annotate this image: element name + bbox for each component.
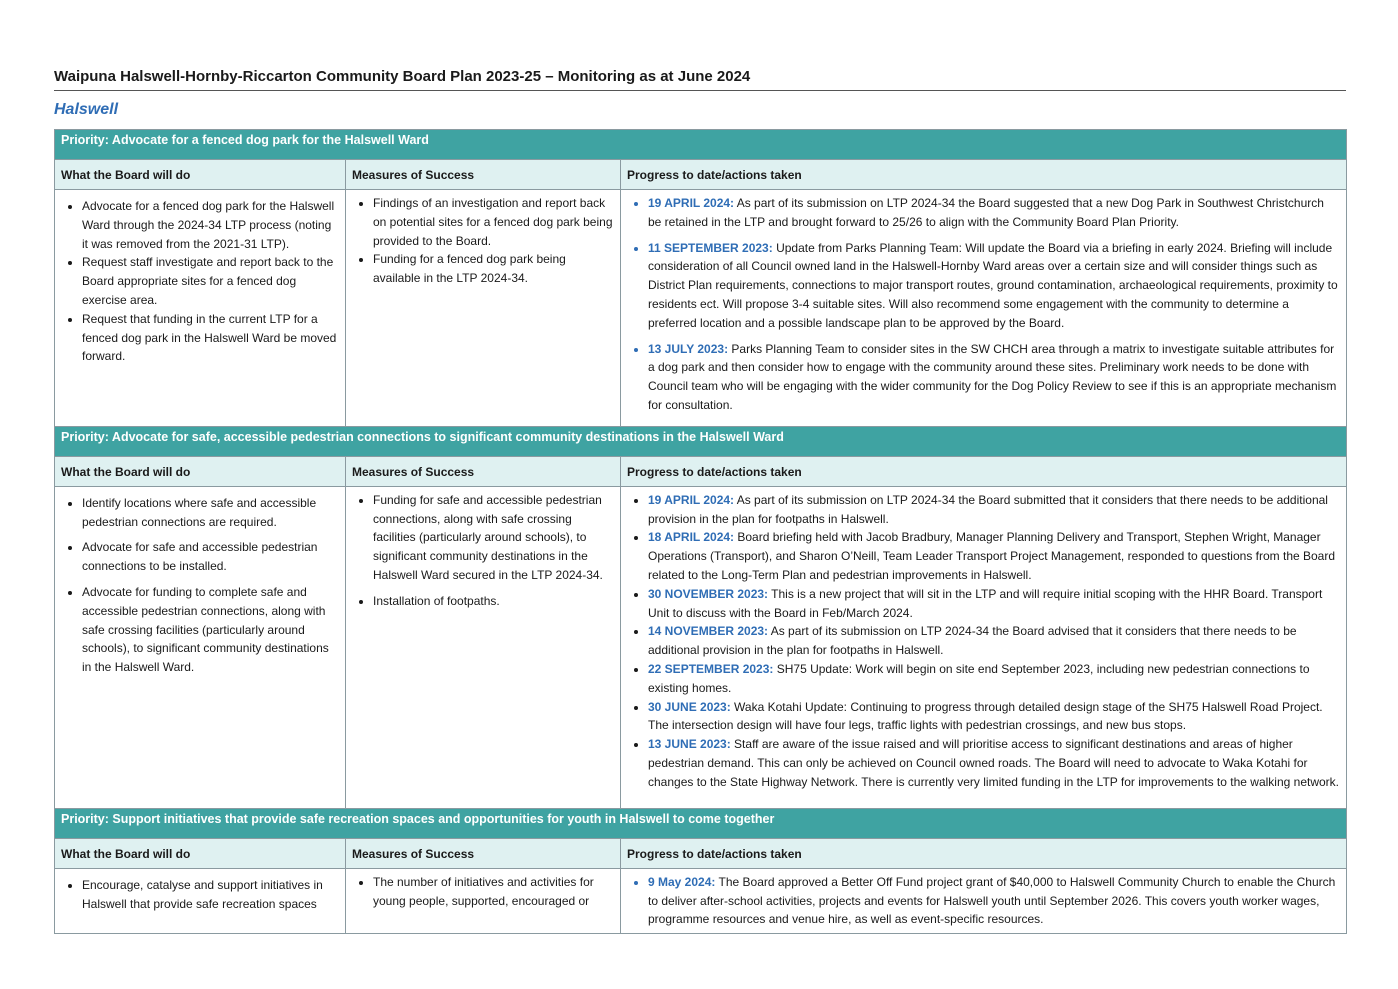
progress-text: Staff are aware of the issue raised and will prioritise access to significant destinations and areas of higher pedestrian demand. This can only be achieved on Council owned roads. The Board will need to advocate to Waka Kotahi for changes to the State Highway Network. There is currently very limited funding in the LTP for improvements to the walking network. <box>648 737 1339 789</box>
column-header-measures: Measures of Success <box>346 456 621 486</box>
priority-body-row <box>55 868 1347 933</box>
progress-item <box>648 622 1340 660</box>
progress-text: The Board approved a Better Off Fund project grant of $40,000 to Halswell Community Church to enable the Church to deliver after-school activities, projects and events for Halswell youth until September 2026. This covers youth worker wages, programme resources and venue hire, as well as event-specific resources. <box>648 874 1336 927</box>
measure-item: • Funding for safe and accessible pedestrian connections, along with safe crossing facilities (particularly around schools), to significant community destinations in the Halswell Ward secured in the LTP 2024-34. <box>373 491 614 585</box>
board-action-item: • Request that funding in the current LTP for a fenced dog park in the Halswell Ward be moved forward. <box>82 310 339 366</box>
priority-row <box>55 426 1347 456</box>
measure-item: • Findings of an investigation and report back on potential sites for a fenced dog park being provided to the Board. <box>373 194 614 250</box>
measures-cell <box>346 486 621 808</box>
progress-list <box>627 873 1340 929</box>
progress-date: 9 May 2024: <box>648 874 716 889</box>
priority-body-row <box>55 190 1347 427</box>
progress-date: 22 SEPTEMBER 2023: <box>648 661 774 676</box>
progress-item <box>648 340 1340 415</box>
measure-item: • The number of initiatives and activities for young people, supported, encouraged or <box>373 873 614 911</box>
progress-list <box>627 194 1340 415</box>
column-header-board: What the Board will do <box>55 160 346 190</box>
board-action-item: • Advocate for safe and accessible pedestrian connections to be installed. <box>82 538 339 576</box>
column-header-row <box>55 456 1347 486</box>
progress-text: Update from Parks Planning Team: Will update the Board via a briefing in early 2024. Briefing will include consideration of all Council owned land in the Halswell-Hornby Ward areas over a certain size and will consider things such as District Plan requirements, connections to major transport routes, ground contamination, archaeological requirements, proximity to residents ect. Will propose 3-4 suitable sites. Will also recommend some engagement with the community to determine a preferred location and a possible landscape plan to be approved by the Board. <box>648 240 1338 330</box>
progress-cell <box>621 190 1347 427</box>
progress-item <box>648 735 1340 791</box>
progress-item <box>648 528 1340 584</box>
progress-text: SH75 Update: Work will begin on site end September 2023, including new pedestrian connections to existing homes. <box>648 661 1310 695</box>
progress-date: 14 NOVEMBER 2023: <box>648 624 769 639</box>
progress-text: This is a new project that will sit in the LTP and will require initial scoping with the HHR Board. Transport Unit to discuss with the Board in Feb/March 2024. <box>648 586 1323 620</box>
progress-item <box>648 698 1340 736</box>
document-title: Waipuna Halswell-Hornby-Riccarton Community Board Plan 2023-25 – Monitoring as at June 2024 <box>54 66 1346 91</box>
progress-date: 18 APRIL 2024: <box>648 530 735 545</box>
priority-row <box>55 130 1347 160</box>
progress-cell <box>621 868 1347 933</box>
board-action-item: • Request staff investigate and report back to the Board appropriate sites for a fenced dog exercise area. <box>82 253 339 309</box>
progress-item <box>648 660 1340 698</box>
progress-item <box>648 873 1340 929</box>
column-header-progress: Progress to date/actions taken <box>621 456 1347 486</box>
column-header-row <box>55 838 1347 868</box>
measure-item: • Installation of footpaths. <box>373 592 614 611</box>
progress-text: Parks Planning Team to consider sites in the SW CHCH area through a matrix to investigate suitable attributes for a dog park and then consider how to engage with the community around these sites. Preliminary work needs to be done with Council team who will be engaging with the wider community for the Dog Policy Review to see if this is an appropriate mechanism for consultation. <box>648 341 1337 412</box>
measures-cell <box>346 190 621 427</box>
column-header-measures: Measures of Success <box>346 160 621 190</box>
progress-text: Board briefing held with Jacob Bradbury, Manager Planning Delivery and Transport, Stephen Wright, Manager Operations (Transport), and Sharon O’Neill, Team Leader Transport Project Management, responded to questions from the Board related to the Long-Term Plan and pedestrian improvements in Halswell. <box>648 530 1336 582</box>
priority-title: Priority: Advocate for a fenced dog park for the Halswell Ward <box>55 130 1347 160</box>
progress-date: 19 APRIL 2024: <box>648 492 735 507</box>
priority-body-row <box>55 486 1347 808</box>
progress-date: 30 NOVEMBER 2023: <box>648 586 769 601</box>
progress-item <box>648 585 1340 623</box>
board-actions-cell <box>55 190 346 427</box>
measure-item: • Funding for a fenced dog park being available in the LTP 2024-34. <box>373 250 614 288</box>
section-heading: Halswell <box>54 101 119 118</box>
column-header-board: What the Board will do <box>55 456 346 486</box>
measures-cell <box>346 868 621 933</box>
progress-item <box>648 491 1340 529</box>
progress-text: Waka Kotahi Update: Continuing to progress through detailed design stage of the SH75 Halswell Road Project. The intersection design will have four legs, traffic lights with pedestrian crossings, and new bus stops. <box>648 699 1323 733</box>
progress-date: 13 JULY 2023: <box>648 341 729 356</box>
progress-item <box>648 194 1340 232</box>
board-actions-list <box>61 876 339 914</box>
progress-text: As part of its submission on LTP 2024-34 the Board suggested that a new Dog Park in Southwest Christchurch be retained in the LTP and brought forward to 25/26 to align with the Community Board Plan Priority. <box>648 196 1324 229</box>
column-header-progress: Progress to date/actions taken <box>621 160 1347 190</box>
board-actions-list <box>61 197 339 366</box>
progress-date: 19 APRIL 2024: <box>648 196 735 210</box>
board-actions-cell <box>55 486 346 808</box>
progress-list <box>627 491 1340 792</box>
measures-list <box>352 873 614 911</box>
board-action-item: • Encourage, catalyse and support initiatives in Halswell that provide safe recreation spaces <box>82 876 339 914</box>
document-page <box>54 66 1346 934</box>
progress-date: 30 JUNE 2023: <box>648 699 731 714</box>
column-header-progress: Progress to date/actions taken <box>621 838 1347 868</box>
monitoring-table <box>54 129 1347 934</box>
board-actions-cell <box>55 868 346 933</box>
progress-item <box>648 239 1340 333</box>
priority-title: Priority: Advocate for safe, accessible pedestrian connections to significant community destinations in the Halswell Ward <box>55 426 1347 456</box>
board-action-item: • Advocate for funding to complete safe and accessible pedestrian connections, along with safe crossing facilities (particularly around schools), to significant community destinations in the Halswell Ward. <box>82 583 339 677</box>
progress-date: 11 SEPTEMBER 2023: <box>648 240 773 255</box>
measures-list <box>352 491 614 611</box>
column-header-board: What the Board will do <box>55 838 346 868</box>
progress-date: 13 JUNE 2023: <box>648 737 731 752</box>
board-actions-list <box>61 494 339 677</box>
measures-list <box>352 194 614 288</box>
priority-title: Priority: Support initiatives that provide safe recreation spaces and opportunities for youth in Halswell to come together <box>55 808 1347 838</box>
column-header-row <box>55 160 1347 190</box>
board-action-item: • Advocate for a fenced dog park for the Halswell Ward through the 2024-34 LTP process (noting it was removed from the 2021-31 LTP). <box>82 197 339 253</box>
progress-text: As part of its submission on LTP 2024-34 the Board submitted that it considers that there needs to be additional provision in the plan for footpaths in Halswell. <box>648 492 1328 526</box>
priority-row <box>55 808 1347 838</box>
progress-cell <box>621 486 1347 808</box>
progress-text: As part of its submission on LTP 2024-34 the Board advised that it considers that there needs to be additional provision in the plan for footpaths in Halswell. <box>648 624 1297 658</box>
board-action-item: • Identify locations where safe and accessible pedestrian connections are required. <box>82 494 339 532</box>
column-header-measures: Measures of Success <box>346 838 621 868</box>
